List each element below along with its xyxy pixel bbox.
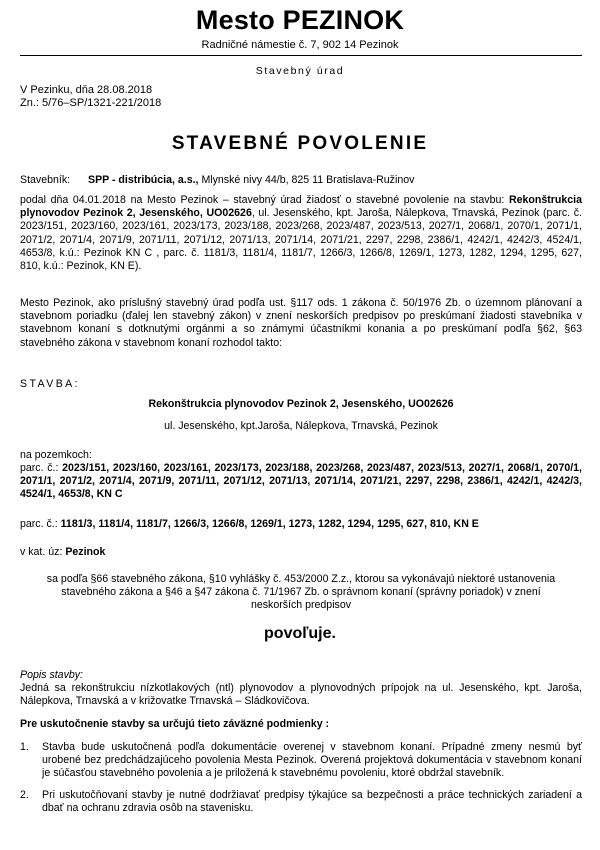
location-block (20, 84, 161, 110)
request-project: Rekonštrukcia plynovodov Pezinok 2, Jesenského, UO02626 (20, 194, 582, 220)
condition-text: Stavba bude uskutočnená podľa dokumentácie overenej v stavebnom konaní. Prípadné zmeny nesmú byť urobené bez predchádzajúceho povolenia Mesta Pezinok. Overená projektová dokumentácia v stavebnom konaní je súčasťou stavebného povolenia a je priložená k stavebnému povoleniu, ktoré obdržal stavebník. (42, 741, 582, 780)
condition-text: Pri uskutočňovaní stavby je nutné dodržiavať predpisy týkajúce sa bezpečnosti a práce technických zariadení a dbať na ochranu zdravia osôb na stavenisku. (42, 788, 582, 814)
cadastre-prefix: v kat. úz: (20, 546, 66, 558)
legal-basis: sa podľa §66 stavebného zákona, §10 vyhlášky č. 453/2000 Z.z., ktorou sa vykonávajú niektoré ustanovenia stavebného zákona a §46 a §47 zákona č. 71/1967 Zb. o správnom konaní (správny poriadok) v znení neskorších predpisov (46, 573, 556, 612)
city-address: Radničné námestie č. 7, 902 14 Pezinok (201, 39, 399, 51)
builder-line (20, 174, 582, 187)
builder-name: SPP - distribúcia, a.s., (88, 174, 199, 186)
stavba-streets: ul. Jesenského, kpt.Jaroša, Nálepkova, Trnavská, Pezinok (164, 420, 438, 432)
authority-paragraph: Mesto Pezinok, ako príslušný stavebný úrad podľa ust. §117 ods. 1 zákona č. 50/1976 Zb. o územnom plánovaní a stavebnom poriadku (ďalej len stavebný zákon) v znení neskorších predpisov po preskúmaní žiadosti stavebníka v stavebnom konaní s dotknutými orgánmi a so známymi účastníkmi konania a po preskúmaní podľa §62, §63 stavebného zákona v stavebnom konaní rozhodol takto: (20, 297, 582, 349)
condition-number: 2. (20, 788, 29, 801)
conditions-heading: Pre uskutočnenie stavby sa určujú tieto záväzné podmienky : (20, 718, 330, 730)
header-divider (20, 55, 582, 56)
builder-label: Stavebník: (20, 174, 71, 186)
stavba-name: Rekonštrukcia plynovodov Pezinok 2, Jesenského, UO02626 (148, 398, 454, 410)
plots-line-2-prefix: parc. č.: (20, 518, 61, 530)
request-rest: , ul. Jesenského, kpt. Jaroša, Nálepkova, Trnavská, Pezinok (parc. č. 2023/151, 2023/160, 2023/161, 2023/173, 2023/188, 2023/268, 2023/487, 2023/513, 2027/1, 2068/1, 2070/1, 2071/1, 2071/2, 2071/4, 2071/9, 2071/11, 2071/12, 2071/13, 2071/14, 2071/21, 2297, 2298, 2386/1, 4242/1, 4242/3, 4524/1, 4653/8, k.ú.: Pezinok KN C , parc. č. 1181/3, 1181/4, 1181/7, 1266/3, 1266/8, 1269/1, 1273, 1282, 1294, 1295, 627, 810, k.ú.: Pezinok, KN E). (20, 207, 582, 273)
description-text: Jedná sa rekonštrukciu nízkotlakových (ntl) plynovodov a plynovodných prípojok na ul. Jesenského, kpt. Jaroša, Nálepkova, Trnavská a v križovatke Trnavská – Sládkovičova. (20, 682, 582, 708)
plots-line-2 (20, 518, 582, 531)
reference-number: Zn.: 5/76–SP/1321-221/2018 (20, 97, 162, 109)
conditions-list (20, 741, 582, 815)
condition-number: 1. (20, 741, 29, 753)
stavba-label: STAVBA: (20, 378, 80, 390)
city-prefix: Mesto (195, 5, 275, 35)
plots-line-1-prefix: parc. č.: (20, 462, 63, 474)
plots-line-1 (20, 462, 582, 502)
place-date: V Pezinku, dňa 28.08.2018 (20, 84, 153, 96)
request-paragraph (20, 194, 582, 273)
builder-address: Mlynské nivy 44/b, 825 11 Bratislava-Ružinov (198, 174, 415, 186)
document-title: STAVEBNÉ POVOLENIE (171, 133, 429, 154)
plots-label: na pozemkoch: (20, 449, 92, 461)
cadastre-value: Pezinok (65, 546, 106, 558)
verdict: povoľuje. (264, 625, 336, 642)
plots-line-2-values: 1181/3, 1181/4, 1181/7, 1266/3, 1266/8, 1269/1, 1273, 1282, 1294, 1295, 627, 810, KN E (60, 518, 479, 530)
office-name: Stavebný úrad (255, 65, 345, 77)
plots-line-1-values: 2023/151, 2023/160, 2023/161, 2023/173, 2023/188, 2023/268, 2023/487, 2023/513, 2027/1, 2068/1, 2070/1, 2071/1, 2071/2, 2071/4, 2071/9, 2071/11, 2071/12, 2071/13, 2071/14, 2071/21, 2297, 2298, 2386/1, 4242/1, 4242/3, 4524/1, 4653/8, KN C (20, 462, 583, 501)
request-intro: podal dňa 04.01.2018 na Mesto Pezinok – stavebný úrad žiadosť o stavebné povolenie na stavbu: (20, 194, 509, 206)
city-name: PEZINOK (282, 5, 405, 35)
description-label: Popis stavby: (20, 669, 84, 681)
condition-item (20, 789, 582, 815)
cadastre-line (20, 546, 582, 559)
condition-item (20, 741, 582, 781)
city-heading (0, 4, 600, 36)
